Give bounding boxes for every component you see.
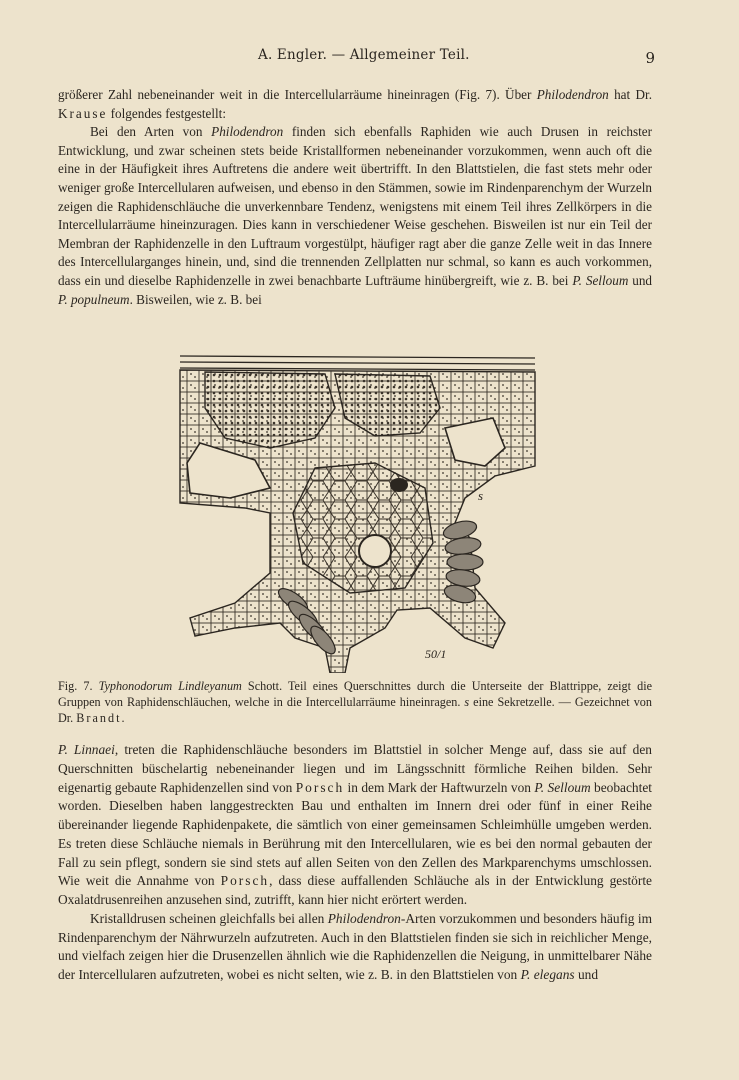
author-name: Krause — [58, 105, 108, 121]
secretory-cell — [390, 478, 408, 492]
epidermis — [180, 356, 535, 370]
central-vessel — [359, 535, 391, 567]
vascular-bundle-large — [205, 372, 335, 448]
figure-7-cross-section — [175, 348, 540, 673]
paragraph-linnaei: P. Linnaei, treten die Raphidenschläuche besonders im Blattstiel in solcher Menge auf, dass sie auf den Querschnitten büschelartig nebeneinander liegen und im Längsschnitt förmliche Reihen bilden. Sehr eigenartig gebaute Raphidenzellen sind von Porsch in dem Mark der Haftwurzeln von P. Selloum beobachtet worden. Dieselben haben langgestreckten Bau und enthalten im Innern drei oder fünf in einer Reihe übereinander liegende Raphidenpakete, die sämtlich von einer gemeinsamen Schleimhülle umgeben werden. Es treten diese Schläuche niemals in Berührung mit den Intercellularen, wie es bei den normal gebauten der Fall zu sein pflegt, sondern sie sind stets auf allen Seiten von den Zellen des Markparenchyms umschlossen. Wie weit die Annahme von Porsch, dass diese auffallenden Schläuche als in der Entwicklung gestörte Oxalatdrusenreihen anzusehen sind, zutrifft, kann hier nicht erörtert werden. — [58, 742, 653, 907]
running-head — [58, 47, 658, 69]
running-head-title: A. Engler. — Allgemeiner Teil. — [258, 47, 470, 63]
page-number: 9 — [645, 49, 655, 67]
magnification-label: 50/1 — [425, 647, 447, 661]
figure-caption: Fig. 7. Typhonodorum Lindleyanum Schott. Teil eines Querschnittes durch die Unterseite der Blattrippe, zeigt die Gruppen von Raphidenschläuchen, welche in die Intercellularräume hineinragen. s eine Sekretzelle. — Gezeichnet von Dr. Brandt. — [58, 679, 652, 725]
lower-text — [58, 741, 652, 985]
upper-text — [58, 86, 652, 309]
intro-paragraph: größerer Zahl nebeneinander weit in die Intercellularräume hineinragen (Fig. 7). Über Philodendron hat Dr. Krause folgendes festgestellt: — [58, 87, 652, 121]
paragraph-kristalldrusen: Kristalldrusen scheinen gleichfalls bei allen Philodendron-Arten vorzukommen und besonders häufig im Rindenparenchym der Nährwurzeln aufzutreten. Auch in den Blattstielen finden sie sich in reichlicher Menge, und vielfach zeigen hier die Drusenzellen ähnlich wie die Raphidenzellen die Neigung, in unmittelbarer Nähe der Intercellularen aufzutreten, wobei es nicht selten, wie z. B. in den Blattstielen von P. elegans und — [58, 910, 652, 982]
quote-paragraph: Bei den Arten von Philodendron finden sich ebenfalls Raphiden wie auch Drusen in reichster Entwicklung, und zwar scheinen stets beide Kristallformen nebeneinander vorzukommen, wenn auch oft die eine in der Häufigkeit ihres Auftretens die andere weit übertrifft. In den Blattstielen, die fast stets mehr oder weniger große Intercellularen aufweisen, und ebenso in den Stämmen, sowie im Rindenparenchym der Wurzeln zeigen die Raphidenschläuche die unverkennbare Tendenz, wenigstens mit einem Teil ihres Zellkörpers in die Intercellularräume hineinzuragen. Dies kann in verschiedener Weise geschehen. Bisweilen ist nur ein Teil der Membran der Raphidenzelle in den Luftraum vorgestülpt, häufiger ragt aber die ganze Zelle weit in das Innere des Intercellularganges hinein, und, sind die trennenden Zellplatten nur schmal, so kann es auch vorkommen, dass ein und dieselbe Raphidenzelle in zwei benachbarte Lufträume hinübergreift, wie z. B. bei P. Selloum und P. populneum. Bisweilen, wie z. B. bei — [58, 124, 653, 307]
figure-label-s: s — [478, 488, 484, 503]
